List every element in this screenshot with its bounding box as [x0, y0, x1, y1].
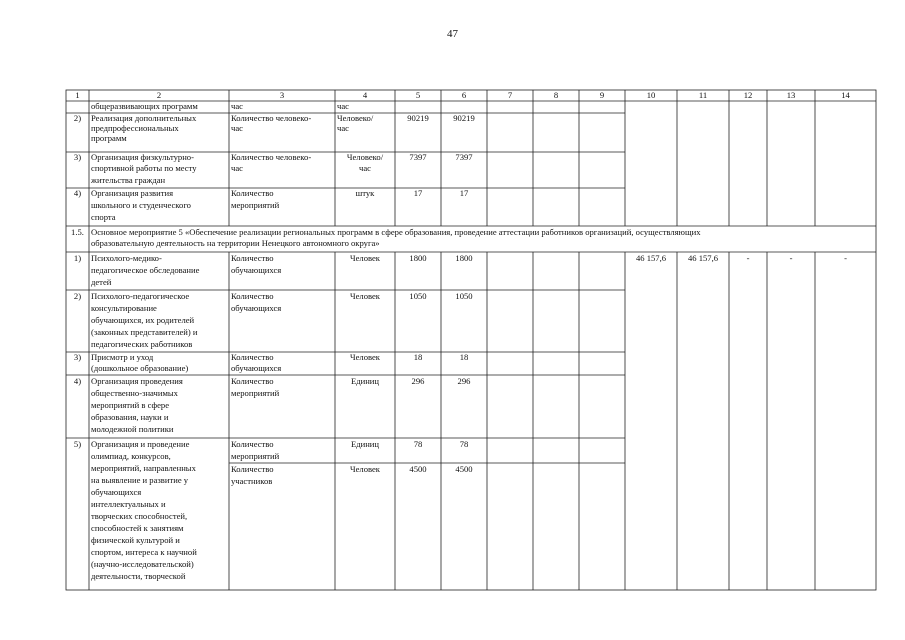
r4-unit: штук — [355, 188, 375, 198]
s1-v12: - — [746, 253, 750, 263]
r3-name-3: жительства граждан — [91, 175, 166, 185]
col-header-1: 1 — [75, 90, 80, 100]
s5-unit-a: Единиц — [350, 439, 380, 449]
s4-ind-1: Количество — [231, 376, 274, 386]
s3-ind-2: обучающихся — [231, 363, 282, 373]
s4-v5: 296 — [411, 376, 425, 386]
s2-ind-1: Количество — [231, 291, 274, 301]
s5-ind-a-2: мероприятий — [231, 451, 280, 461]
r4-ind-2: мероприятий — [231, 200, 280, 210]
s1-ind-2: обучающихся — [231, 265, 282, 275]
row0-indicator: час — [231, 101, 243, 111]
page-number: 47 — [447, 28, 458, 40]
s1-name-3: детей — [91, 277, 112, 287]
r3-ind-1: Количество человеко- — [231, 152, 312, 162]
r2-v5: 90219 — [407, 113, 429, 123]
s2-name-1: Психолого-педагогическое — [91, 291, 190, 301]
row0-unit: час — [337, 101, 349, 111]
r2-ind-2: час — [231, 123, 243, 133]
s5-name-9: физической культурой и — [91, 535, 180, 545]
r3-name-1: Организация физкультурно- — [91, 152, 194, 162]
s4-name-2: общественно-значимых — [91, 388, 178, 398]
r4-name-2: школьного и студенческого — [91, 200, 191, 210]
r3-v6: 7397 — [455, 152, 473, 162]
s5-name-10: спортом, интереса к научной — [91, 547, 197, 557]
s1-v5: 1800 — [409, 253, 427, 263]
s3-v5: 18 — [413, 352, 423, 362]
section-text-2: образовательную деятельность на территории Ненецкого автономного округа» — [91, 238, 380, 248]
section-no: 1.5. — [71, 227, 84, 237]
s5-name-7: творческих способностей, — [91, 511, 188, 521]
s1-name-2: педагогическое обследование — [91, 265, 200, 275]
s3-v6: 18 — [459, 352, 469, 362]
section-text-1: Основное мероприятие 5 «Обеспечение реализации региональных программ в сфере образования, проведение аттестации работников организаций, осуществляющих — [91, 227, 701, 237]
s4-name-4: образования, науки и — [91, 412, 169, 422]
s5-ind-b-1: Количество — [231, 464, 274, 474]
s1-v10: 46 157,6 — [635, 253, 667, 263]
col-header-12: 12 — [743, 90, 753, 100]
s5-name-4: на выявление и развитие у — [91, 475, 189, 485]
s2-v5: 1050 — [409, 291, 427, 301]
s1-no: 1) — [73, 253, 82, 263]
s5-v6b: 4500 — [455, 464, 473, 474]
s2-name-4: (законных представителей) и — [91, 327, 198, 337]
s2-v6: 1050 — [455, 291, 473, 301]
r3-no: 3) — [73, 152, 82, 162]
r4-name-3: спорта — [91, 212, 116, 222]
col-header-4: 4 — [362, 90, 368, 100]
s5-v5b: 4500 — [409, 464, 427, 474]
col-header-10: 10 — [646, 90, 656, 100]
r3-unit-1: Человеко/ — [346, 152, 384, 162]
s1-name-1: Психолого-медико- — [91, 253, 162, 263]
s1-unit: Человек — [350, 253, 380, 263]
s5-unit-b: Человек — [350, 464, 380, 474]
col-header-6: 6 — [461, 90, 467, 100]
col-header-5: 5 — [415, 90, 421, 100]
s1-v11: 46 157,6 — [687, 253, 719, 263]
s2-name-2: консультирование — [91, 303, 157, 313]
col-header-7: 7 — [507, 90, 513, 100]
r2-name-1: Реализация дополнительных — [91, 113, 197, 123]
s5-name-12: деятельности, творческой — [91, 571, 186, 581]
s3-no: 3) — [73, 352, 82, 362]
s4-name-5: молодежной политики — [91, 424, 174, 434]
s4-name-3: мероприятий в сфере — [91, 400, 170, 410]
r2-ind-1: Количество человеко- — [231, 113, 312, 123]
row0-name: общеразвивающих программ — [91, 101, 198, 111]
s5-v5a: 78 — [413, 439, 423, 449]
s1-v14: - — [844, 253, 847, 263]
s5-v6a: 78 — [459, 439, 469, 449]
col-header-8: 8 — [553, 90, 559, 100]
s5-name-8: способностей к занятиям — [91, 523, 184, 533]
col-header-2: 2 — [156, 90, 162, 100]
r2-name-2: предпрофессиональных — [91, 123, 179, 133]
r4-no: 4) — [73, 188, 82, 198]
r4-ind-1: Количество — [231, 188, 274, 198]
s5-ind-b-2: участников — [231, 476, 273, 486]
s5-name-1: Организация и проведение — [91, 439, 190, 449]
s5-ind-a-1: Количество — [231, 439, 274, 449]
s1-ind-1: Количество — [231, 253, 274, 263]
r4-v6: 17 — [459, 188, 469, 198]
s3-unit: Человек — [350, 352, 380, 362]
s2-ind-2: обучающихся — [231, 303, 282, 313]
r3-v5: 7397 — [409, 152, 427, 162]
s4-ind-2: мероприятий — [231, 388, 280, 398]
s4-name-1: Организация проведения — [91, 376, 183, 386]
s5-name-3: мероприятий, направленных — [91, 463, 196, 473]
s5-name-5: обучающихся — [91, 487, 142, 497]
col-header-11: 11 — [698, 90, 708, 100]
r2-v6: 90219 — [453, 113, 475, 123]
col-header-14: 14 — [841, 90, 850, 100]
s4-unit: Единиц — [350, 376, 380, 386]
s5-name-2: олимпиад, конкурсов, — [91, 451, 171, 461]
s2-no: 2) — [73, 291, 82, 301]
r2-no: 2) — [73, 113, 82, 123]
r3-unit-2: час — [359, 163, 371, 173]
s1-v6: 1800 — [455, 253, 473, 263]
r3-name-2: спортивной работы по месту — [91, 163, 197, 173]
r2-unit-1: Человеко/ — [337, 113, 374, 123]
s5-no: 5) — [73, 439, 82, 449]
s1-v13: - — [789, 253, 793, 263]
r3-ind-2: час — [231, 163, 243, 173]
r4-name-1: Организация развития — [91, 188, 174, 198]
s2-name-3: обучающихся, их родителей — [91, 315, 195, 325]
s3-ind-1: Количество — [231, 352, 274, 362]
s4-no: 4) — [73, 376, 82, 386]
r4-v5: 17 — [413, 188, 423, 198]
col-header-13: 13 — [786, 90, 796, 100]
col-header-3: 3 — [279, 90, 285, 100]
s5-name-6: интеллектуальных и — [91, 499, 166, 509]
s2-name-5: педагогических работников — [91, 339, 193, 349]
s2-unit: Человек — [350, 291, 380, 301]
r2-unit-2: час — [337, 123, 349, 133]
r2-name-3: программ — [91, 133, 127, 143]
s5-name-11: (научно-исследовательской) — [91, 559, 194, 569]
s3-name-2: (дошкольное образование) — [91, 363, 189, 373]
col-header-9: 9 — [599, 90, 605, 100]
s4-v6: 296 — [457, 376, 471, 386]
s3-name-1: Присмотр и уход — [91, 352, 154, 362]
